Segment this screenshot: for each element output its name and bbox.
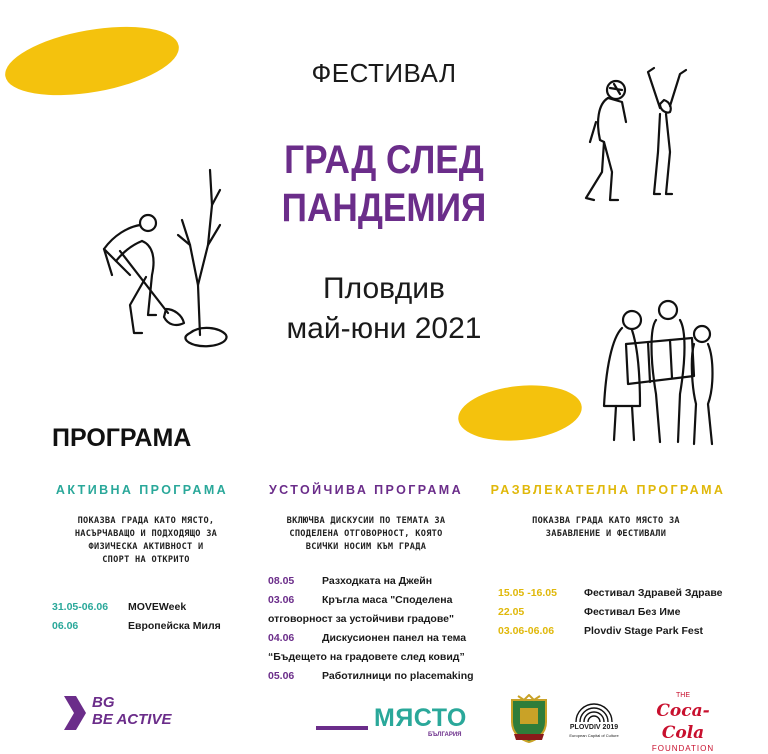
sustainable-program-title: УСТОЙЧИВА ПРОГРАМА — [268, 483, 464, 497]
list-item: 05.06 Работилници по placemaking — [268, 670, 474, 682]
entertainment-program-events — [498, 584, 738, 641]
program-heading: ПРОГРАМА — [52, 424, 192, 452]
plovdiv-2019-logo: PLOVDIV 2019 European Capital of Culture — [566, 692, 622, 744]
entertainment-program-title: РАЗВЛЕКАТЕЛНА ПРОГРАМА — [490, 483, 726, 497]
list-item: 31.05-06.06 MOVEWeek — [52, 601, 187, 613]
plovdiv-coat-of-arms-icon — [508, 694, 550, 744]
coca-cola-foundation-logo: THE Coca-Cola FOUNDATION — [651, 692, 715, 753]
dates-label: май-юни 2021 — [286, 312, 482, 345]
yellow-blob-right — [456, 380, 585, 447]
sustainable-program-events — [268, 572, 488, 686]
city-label: Пловдив — [323, 272, 445, 305]
people-cheering-illustration — [574, 62, 694, 202]
plovdiv-2019-arch-icon — [574, 692, 614, 722]
entertainment-program-description: ПОКАЗВА ГРАДА КАТО МЯСТО ЗА ЗАБАВЛЕНИЕ И ФЕСТИВАЛИ — [532, 516, 680, 539]
list-item: 06.06 Европейска Миля — [52, 620, 221, 632]
myasto-logo: МЯСТО БЪЛГАРИЯ — [316, 702, 476, 742]
list-item: 03.06-06.06 Plovdiv Stage Park Fest — [498, 625, 704, 637]
list-item-continuation: отговорност за устойчиви градове" — [268, 613, 454, 625]
list-item: 08.05 Разходката на Джейн — [268, 575, 433, 587]
bg-be-active-logo: BG BE ACTIVE — [62, 692, 192, 736]
list-item-continuation: “Бъдещето на градовете след ковид” — [268, 651, 465, 663]
active-program-events — [52, 598, 252, 636]
list-item: 04.06 Дискусионен панел на тема — [268, 632, 467, 644]
list-item: 15.05 -16.05 Фестивал Здравей Здраве — [498, 587, 723, 599]
active-program-title: АКТИВНА ПРОГРАМА — [55, 483, 229, 497]
sustainable-program-description: ВКЛЮЧВА ДИСКУСИИ ПО ТЕМАТА ЗА СПОДЕЛЕНА ОТГОВОРНОСТ, КОЯТО ВСИЧКИ НОСИМ КЪМ ГРАДА — [286, 516, 446, 552]
page-title-line1: ГРАД СЛЕД — [284, 138, 484, 182]
people-with-map-illustration — [596, 298, 726, 448]
active-program-description: ПОКАЗВА ГРАДА КАТО МЯСТО, НАСЪРЧАВАЩО И ПОДХОДЯЩО ЗА ФИЗИЧЕСКА АКТИВНОСТ И СПОРТ НА ОТКРИТО — [74, 516, 218, 565]
list-item: 22.05 Фестивал Без Име — [498, 606, 681, 618]
page-title-line2: ПАНДЕМИЯ — [281, 186, 487, 230]
festival-label: ФЕСТИВАЛ — [311, 58, 457, 88]
gardener-illustration — [90, 165, 240, 355]
bg-be-active-mark-icon — [62, 694, 88, 732]
list-item: 03.06 Кръгла маса "Споделена — [268, 594, 453, 606]
